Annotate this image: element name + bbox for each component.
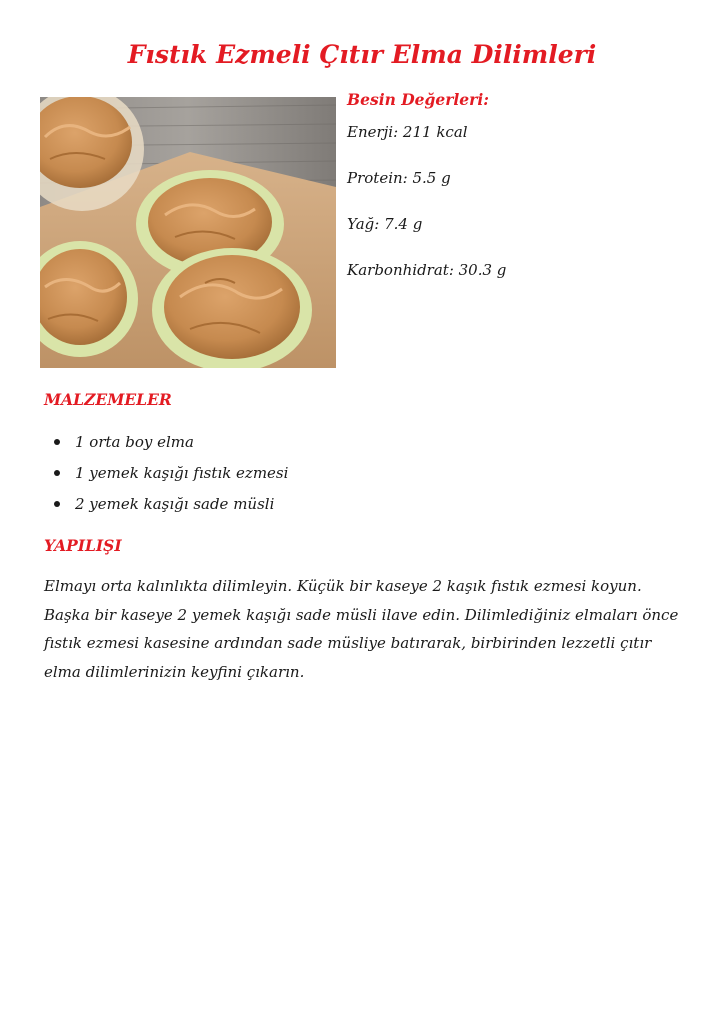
recipe-photo [40,97,336,368]
list-item [44,492,644,523]
list-item [44,430,644,461]
method-text: Elmayı orta kalınlıkta dilimleyin. Küçük bir kaseye 2 kaşık fıstık ezmesi koyun. Başka bir kaseye 2 yemek kaşığı sade müsli ilave edin. Dilimlediğiniz elmaları önce fıstık ezmesi kasesine ardından sade müsliye batırarak, birbirinden lezzetli çıtır elma dilimlerinizin keyfini çıkarın. [44,577,679,681]
nutrition-carbohydrate: Karbonhidrat: 30.3 g [347,261,507,279]
nutrition-fat: Yağ: 7.4 g [347,215,423,233]
bullet-icon [54,470,60,476]
ingredient-text: 2 yemek kaşığı sade müsli [75,495,275,513]
ingredients-list [44,430,644,523]
nutrition-protein: Protein: 5.5 g [347,169,451,187]
list-item [44,461,644,492]
recipe-title: Fıstık Ezmeli Çıtır Elma Dilimleri [127,40,597,69]
nutrition-heading: Besin Değerleri: [347,90,489,109]
ingredient-text: 1 orta boy elma [75,433,194,451]
ingredients-heading: MALZEMELER [44,390,172,409]
ingredient-text: 1 yemek kaşığı fıstık ezmesi [75,464,289,482]
bullet-icon [54,501,60,507]
nutrition-panel [347,90,687,307]
nutrition-energy: Enerji: 211 kcal [347,123,468,141]
method-heading: YAPILIŞI [44,536,122,555]
bullet-icon [54,439,60,445]
